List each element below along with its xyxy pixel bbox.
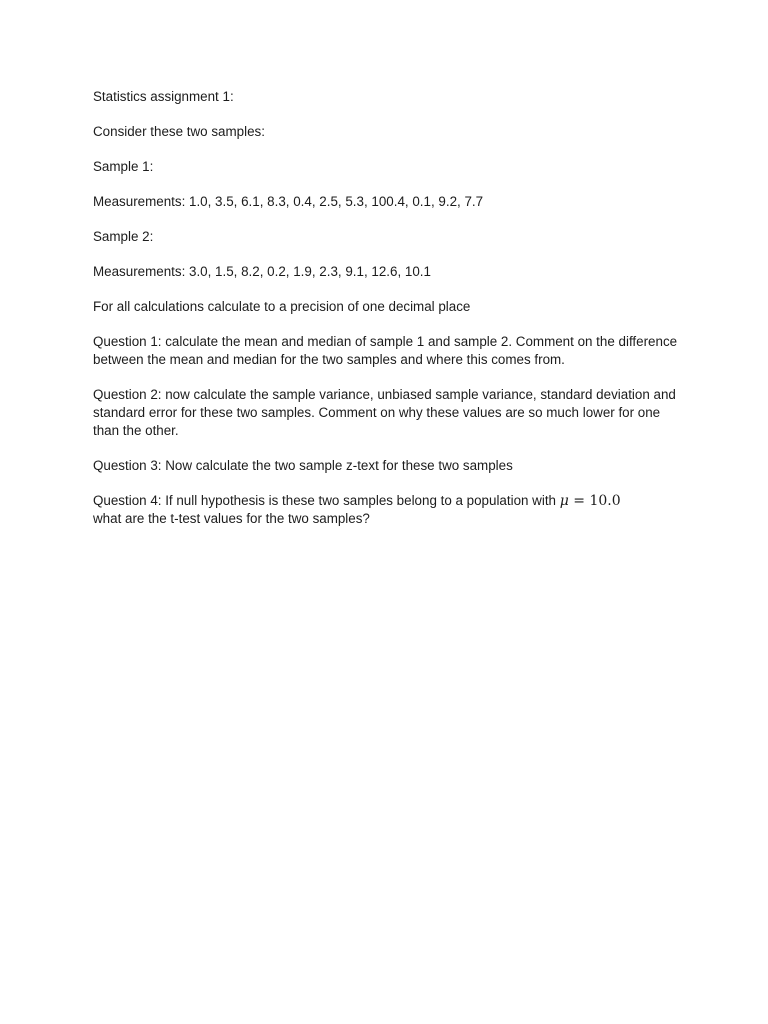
document-page — [93, 88, 683, 545]
question-4 — [93, 492, 683, 528]
intro-text: Consider these two samples: — [93, 124, 265, 139]
precision-note: For all calculations calculate to a precision of one decimal place — [93, 299, 471, 314]
sample2-label: Sample 2: — [93, 229, 154, 244]
question-3: Question 3: Now calculate the two sample z-text for these two samples — [93, 458, 513, 473]
question-4-text: Question 4: If null hypothesis is these two samples belong to a population with — [93, 493, 560, 508]
mu-equation — [560, 493, 621, 509]
mu-symbol: μ — [559, 493, 569, 509]
question-4-continuation: what are the t-test values for the two samples? — [93, 511, 370, 526]
question-1: Question 1: calculate the mean and median of sample 1 and sample 2. Comment on the difference between the mean and median for the two samples and where this comes from. — [93, 334, 678, 367]
question-2: Question 2: now calculate the sample variance, unbiased sample variance, standard deviation and standard error for these two samples. Comment on why these values are so much lower for one than the other. — [93, 387, 676, 438]
mu-value: = 10.0 — [568, 493, 621, 509]
sample1-measurements: Measurements: 1.0, 3.5, 6.1, 8.3, 0.4, 2.5, 5.3, 100.4, 0.1, 9.2, 7.7 — [93, 194, 484, 209]
document-title: Statistics assignment 1: — [93, 89, 234, 104]
sample2-measurements: Measurements: 3.0, 1.5, 8.2, 0.2, 1.9, 2.3, 9.1, 12.6, 10.1 — [93, 264, 431, 279]
sample1-label: Sample 1: — [93, 159, 154, 174]
